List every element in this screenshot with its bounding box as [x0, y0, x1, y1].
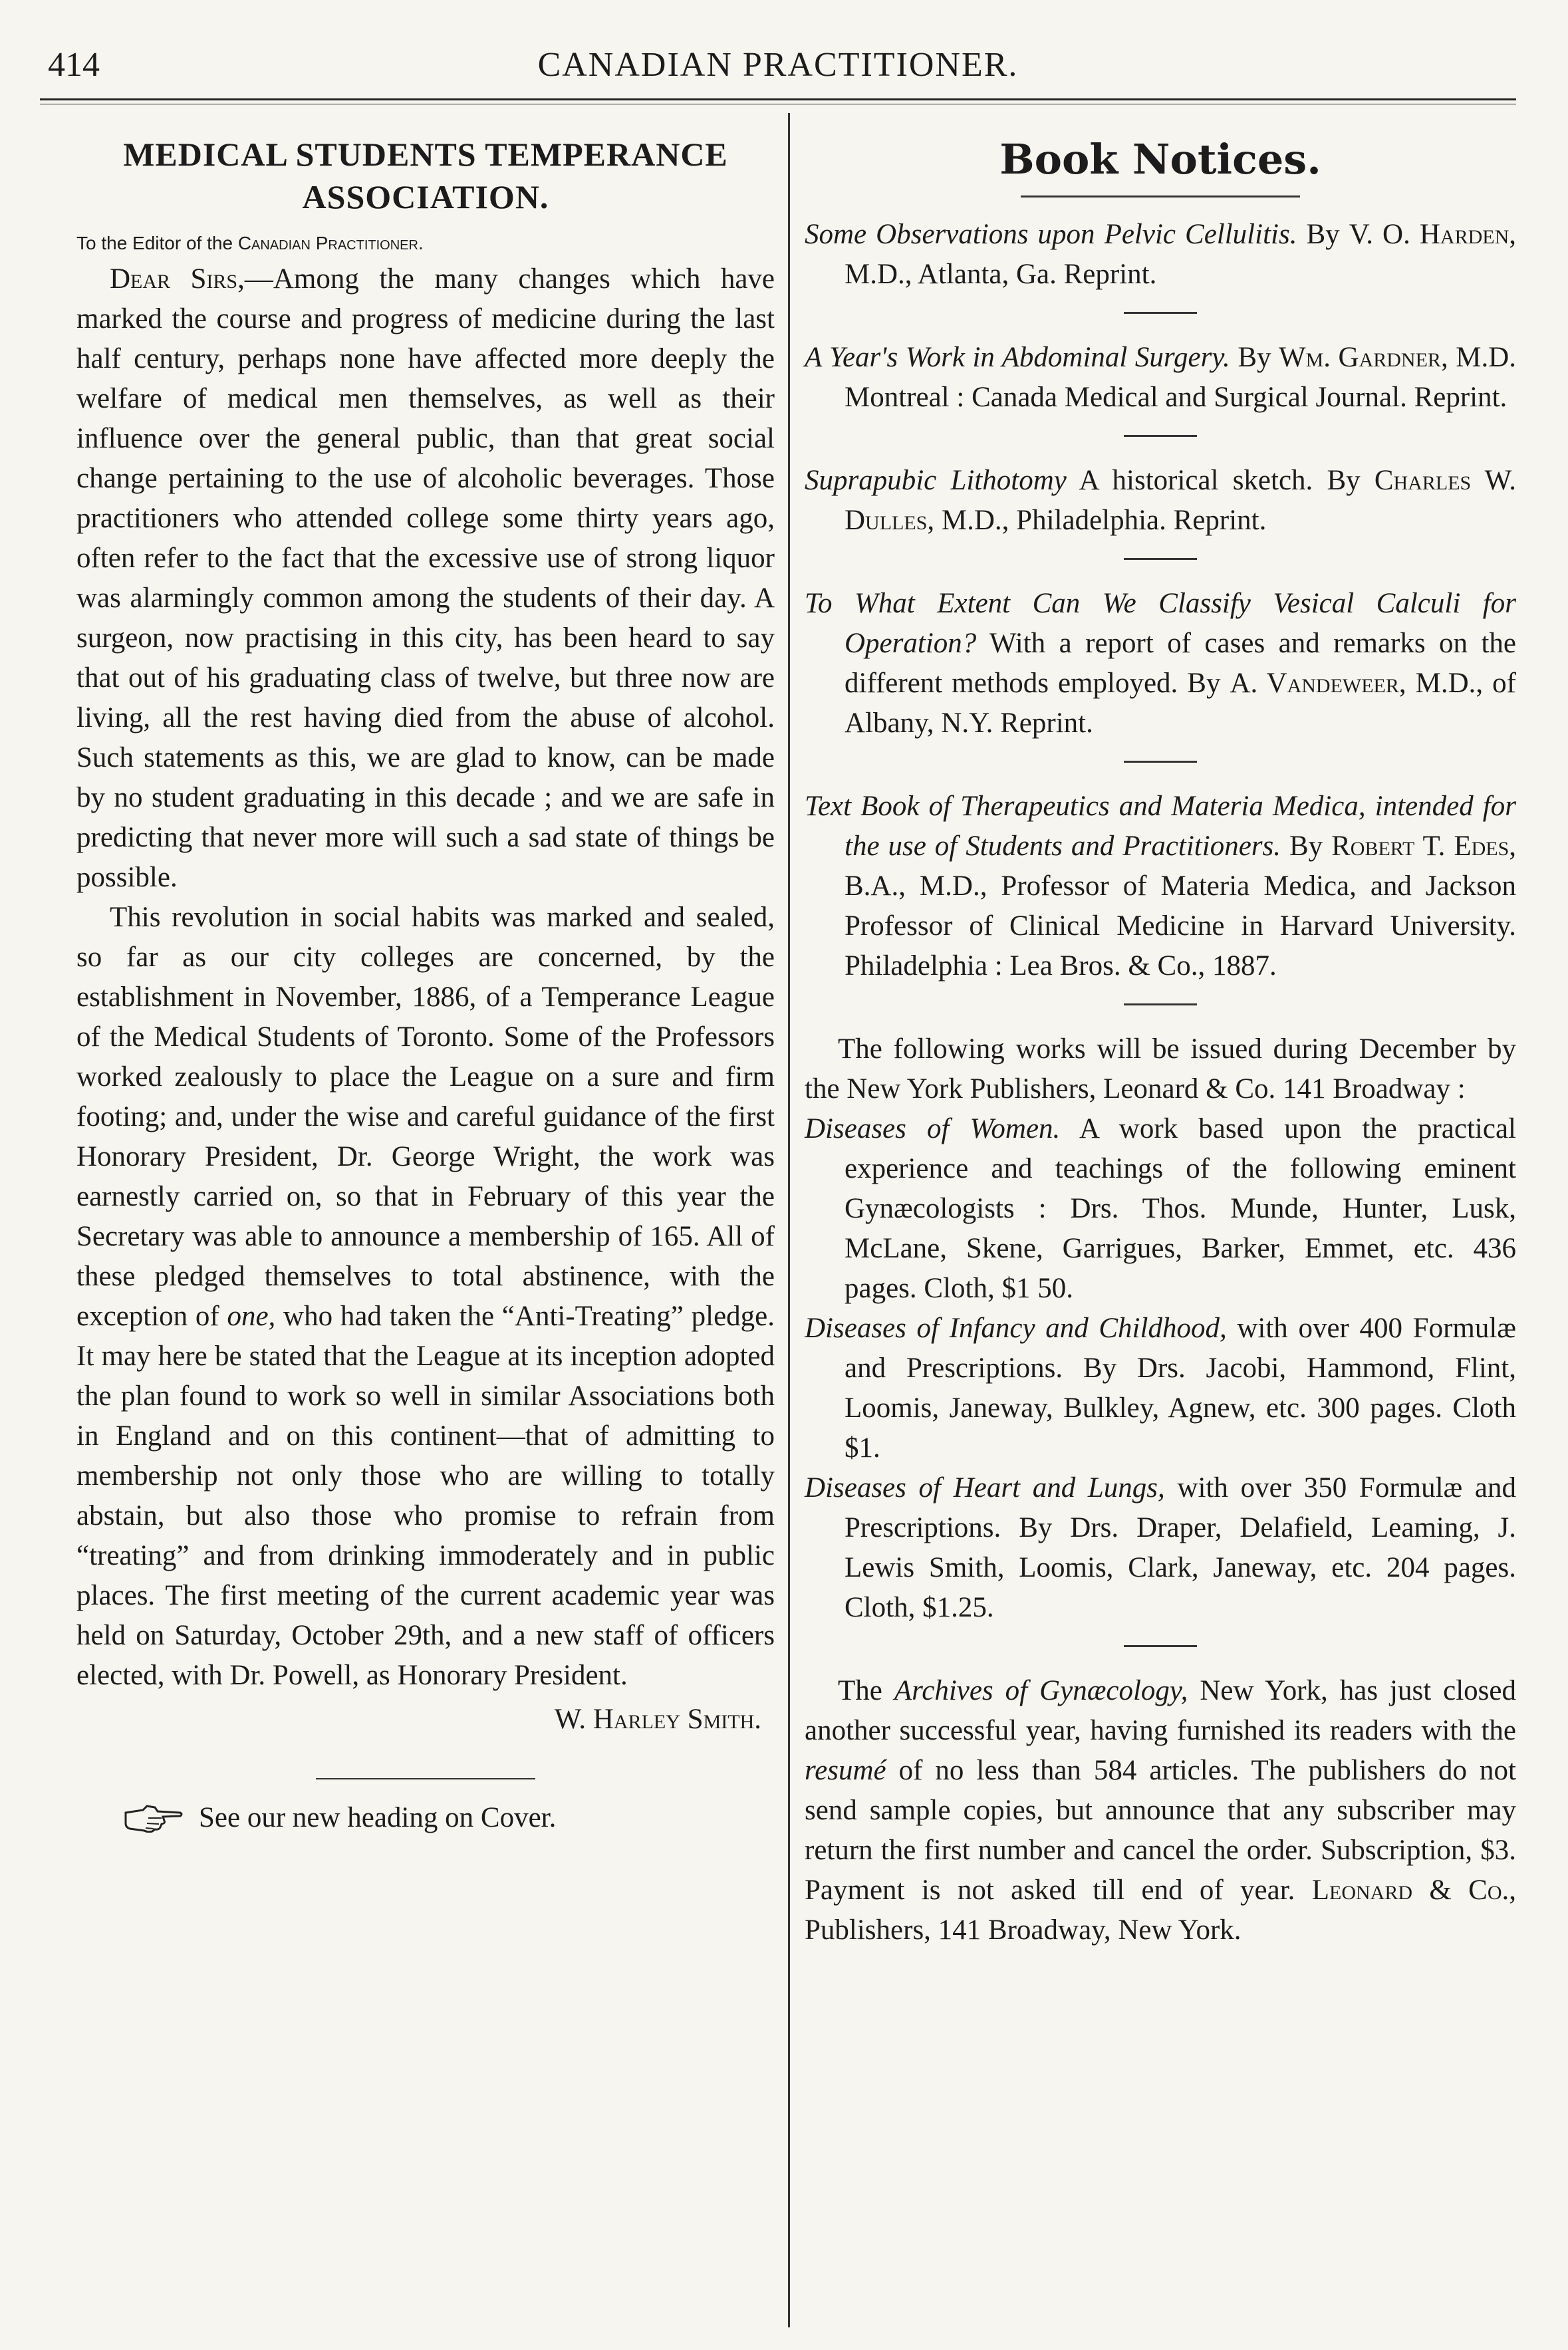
work-title: Diseases of Women. — [805, 1113, 1061, 1144]
signature: W. Harley Smith. — [554, 1704, 761, 1735]
book-entry — [805, 215, 1516, 295]
page-header — [40, 40, 1516, 93]
book-entry — [805, 584, 1516, 743]
left-column — [76, 133, 775, 1838]
entry-separator — [1124, 1003, 1197, 1005]
archives-text: , Publishers, 141 Broadway, New York. — [805, 1875, 1516, 1946]
book-text: , M.D. Montreal : Canada Medical and Surgical Journal. Reprint. — [845, 342, 1516, 413]
book-text: By — [1230, 342, 1279, 373]
book-text: , M.D., Philadelphia. Reprint. — [927, 505, 1267, 536]
paragraph-2-text-b: who had taken the “Anti-Treating” pledge. It may here be stated that the League at its inception adopted the plan found to work so well in similar Associations both in England and on this continent—that of admitting to membership not only those who are willing to totally abstain, but also those who promise to refrain from “treating” and from drinking immoderately and in public places. The first meeting of the current academic year was held on Saturday, October 29th, and a new staff of officers elected, with Dr. Powell, as Honorary President. — [76, 1301, 775, 1691]
archives-journal-name: Archives of Gynæcology, — [894, 1675, 1188, 1706]
work-entry — [805, 1468, 1516, 1628]
book-title: To What Extent Can We Classify Vesical Calculi for Operation? — [805, 588, 1516, 659]
entry-separator — [1124, 312, 1197, 314]
archives-text: New York, has just closed another successful year, having furnished its readers with the — [805, 1675, 1516, 1746]
work-entry — [805, 1109, 1516, 1309]
entry-separator — [1124, 558, 1197, 560]
entry-separator — [1124, 761, 1197, 763]
book-entry — [805, 338, 1516, 418]
signature-rule — [316, 1778, 535, 1779]
book-author: Wm. Gardner — [1279, 342, 1441, 373]
work-title: Diseases of Heart and Lungs, — [805, 1472, 1165, 1503]
entry-separator — [1124, 1645, 1197, 1647]
work-entry — [805, 1309, 1516, 1468]
paragraph-1-text: —Among the many changes which have marked the course and progress of medicine during the last half century, perhaps none have affected more deeply the welfare of medical men themselves, as well as their influence over the general public, than that great social change pertaining to the use of alcoholic beverages. Those practitioners who attended college some thirty years ago, often refer to the fact that the excessive use of strong liquor was alarmingly common among the students of their day. A surgeon, now practising in this city, has been heard to say that out of his graduating class of twelve, but three now are living, all the rest having died from the abuse of alcohol. Such statements as this, we are glad to know, can be made by no student graduating in this decade ; and we are safe in predicting that never more will such a sad state of things be possible. — [76, 263, 775, 893]
book-title: Suprapubic Lithotomy — [805, 465, 1067, 496]
work-text: A work based upon the practical experience and teachings of the following eminent Gynæcologists : Drs. Thos. Munde, Hunter, Lusk, McLane, Skene, Garrigues, Barker, Emmet, etc. 436 pages. Cloth, $1 50. — [845, 1113, 1516, 1304]
book-title: A Year's Work in Abdominal Surgery. — [805, 342, 1230, 373]
emphasis-one: one, — [227, 1301, 276, 1332]
archives-resume: resumé — [805, 1755, 886, 1786]
book-text: , M.D., Atlanta, Ga. Reprint. — [845, 219, 1516, 290]
work-text: with over 400 Formulæ and Prescriptions. By Drs. Jacobi, Hammond, Flint, Loomis, Janeway, Bulkley, Agnew, etc. 300 pages. Cloth $1. — [845, 1313, 1516, 1464]
book-text: , B.A., M.D., Professor of Materia Medica, and Jackson Professor of Clinical Medicine in Harvard University. Philadelphia : Lea Bros. & Co., 1887. — [845, 831, 1517, 981]
archives-text: The — [838, 1675, 894, 1706]
book-text: A historical sketch. By — [1066, 465, 1374, 496]
entry-separator — [1124, 435, 1197, 437]
book-author: A. Vandeweer — [1230, 668, 1399, 699]
article-title: MEDICAL STUDENTS TEMPERANCE ASSOCIATION. — [123, 136, 728, 215]
book-author: V. O. Harden — [1349, 219, 1509, 250]
book-author: Charles W. Dulles — [845, 465, 1516, 536]
work-title: Diseases of Infancy and Childhood, — [805, 1313, 1227, 1344]
pointing-hand-icon — [123, 1803, 184, 1833]
works-intro: The following works will be issued during December by the New York Publishers, Leonard & Co. 141 Broadway : — [805, 1033, 1516, 1105]
journal-name: Canadian Practitioner. — [237, 233, 424, 253]
paragraph-1 — [76, 259, 775, 898]
book-text: By — [1297, 219, 1349, 250]
book-text: With a report of cases and remarks on the different methods employed. By — [845, 628, 1516, 699]
cover-notice-text: See our new heading on Cover. — [199, 1802, 557, 1833]
paragraph-2-text-a: This revolution in social habits was marked and sealed, so far as our city colleges are concerned, by the establishment in November, 1886, of a Temperance League of the Medical Students of Toronto. Some of the Professors worked zealously to place the League on a sure and firm footing; and, under the wise and careful guidance of the first Honorary President, Dr. George Wright, the work was earnestly carried on, so that in February of this year the Secretary was able to announce a membership of 165. All of these pledged themselves to total abstinence, with the exception of — [76, 902, 775, 1332]
running-head: CANADIAN PRACTITIONER. — [537, 46, 1019, 84]
book-entry — [805, 461, 1516, 541]
header-rule — [40, 98, 1516, 100]
book-notices-rule — [1021, 196, 1300, 197]
archives-paragraph — [805, 1671, 1516, 1950]
book-notices-title: Book Notices. — [999, 135, 1321, 184]
to-editor-line — [76, 230, 775, 257]
book-entry — [805, 787, 1516, 986]
archives-text: of no less than 584 articles. The publishers do not send sample copies, but announce that any subscriber may return the first number and cancel the order. Subscription, $3. Payment is not asked till end of year. — [805, 1755, 1516, 1906]
cover-notice — [76, 1798, 775, 1838]
book-title: Text Book of Therapeutics and Materia Medica, intended for the use of Students and Practitioners. — [805, 791, 1516, 862]
page-number: 414 — [48, 46, 100, 84]
to-editor-prefix: To the Editor of the — [76, 233, 238, 253]
salutation: Dear Sirs, — [110, 263, 245, 295]
book-author: Robert T. Edes — [1331, 831, 1509, 862]
book-text: , M.D., of Albany, N.Y. Reprint. — [845, 668, 1516, 739]
work-text: with over 350 Formulæ and Prescriptions. By Drs. Draper, Delafield, Leaming, J. Lewis Smith, Loomis, Clark, Janeway, etc. 204 pages. Cloth, $1.25. — [845, 1472, 1516, 1623]
book-title: Some Observations upon Pelvic Cellulitis. — [805, 219, 1297, 250]
column-divider — [788, 113, 790, 2327]
right-column — [805, 133, 1516, 1950]
paragraph-2 — [76, 898, 775, 1696]
archives-publisher: Leonard & Co. — [1311, 1875, 1509, 1906]
book-text: By — [1281, 831, 1332, 862]
